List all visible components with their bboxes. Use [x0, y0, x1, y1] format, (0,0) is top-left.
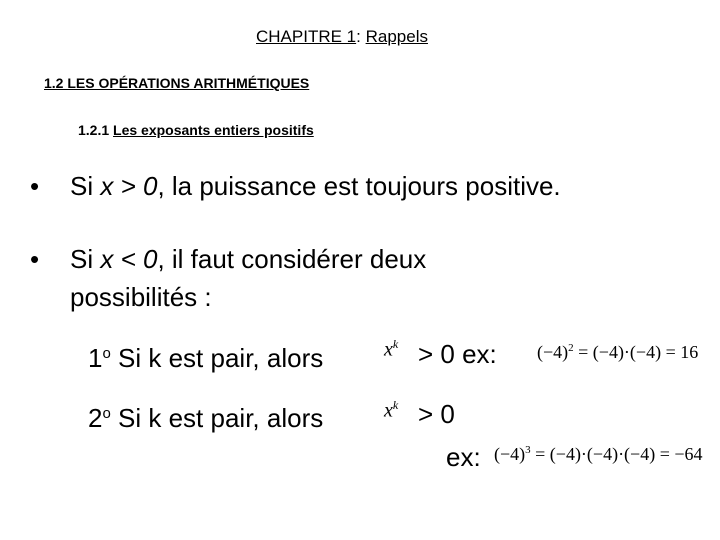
subsection-number: 1.2.1 — [78, 122, 114, 138]
formula-exponent: 2 — [568, 342, 574, 354]
formula-lhs: (−4) — [537, 342, 569, 362]
power-exponent: k — [392, 337, 399, 351]
power-exponent: k — [392, 398, 399, 412]
example-formula-two — [494, 444, 703, 465]
bullet-marker: • — [30, 244, 40, 274]
chapter-title: Rappels — [365, 27, 428, 46]
example-label: ex: — [446, 442, 481, 472]
bullet-condition: x < 0 — [100, 244, 158, 274]
case-relation: > 0 — [418, 399, 455, 429]
subsection-heading — [78, 122, 314, 138]
section-title: 1.2 LES OPÉRATIONS ARITHMÉTIQUES — [44, 75, 310, 91]
case-text: Si k est pair, alors — [110, 343, 324, 373]
bullet-prefix: Si — [70, 171, 101, 201]
bullet-condition: x > 0 — [100, 171, 158, 201]
formula-rhs: = (−4)·(−4) = 16 — [573, 342, 699, 362]
bullet-negative-continuation: possibilités : — [70, 282, 212, 312]
example-formula-one — [537, 342, 698, 363]
chapter-separator: : — [356, 27, 366, 46]
case-number: 2 — [88, 403, 103, 433]
formula-lhs: (−4) — [494, 444, 526, 464]
bullet-negative — [30, 241, 426, 277]
power-expression — [384, 398, 398, 423]
power-expression — [384, 337, 398, 362]
case-number: 1 — [88, 343, 103, 373]
case-relation: > 0 ex: — [418, 339, 497, 369]
bullet-prefix: Si — [70, 244, 101, 274]
formula-rhs: = (−4)·(−4)·(−4) = −64 — [530, 444, 703, 464]
power-base: x — [384, 399, 393, 422]
case-two — [88, 396, 323, 436]
subsection-title: Les exposants entiers positifs — [113, 122, 314, 138]
bullet-text: , la puissance est toujours positive. — [157, 171, 561, 201]
bullet-text: , il faut considérer deux — [157, 244, 427, 274]
formula-exponent: 3 — [525, 444, 531, 456]
chapter-heading — [256, 27, 428, 47]
chapter-label: CHAPITRE 1 — [256, 27, 357, 46]
power-base: x — [384, 338, 393, 361]
case-ordinal: o — [102, 405, 111, 422]
case-one — [88, 336, 323, 376]
case-ordinal: o — [102, 345, 111, 362]
case-text: Si k est pair, alors — [110, 403, 324, 433]
bullet-marker: • — [30, 171, 40, 201]
bullet-positive — [30, 168, 561, 204]
